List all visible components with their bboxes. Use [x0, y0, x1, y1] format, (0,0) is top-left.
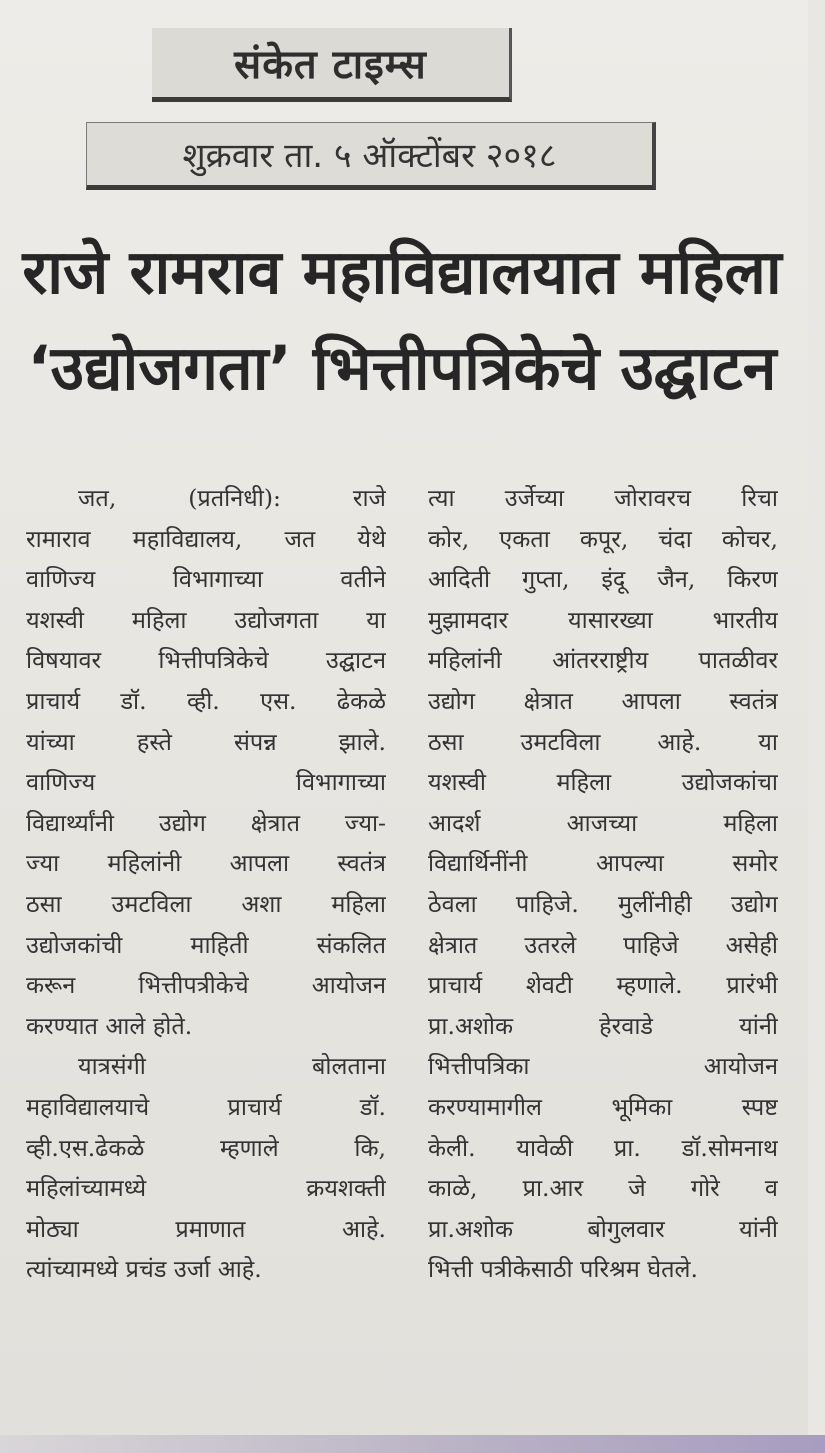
- article-text-line: करण्यामागील भूमिका स्पष्ट: [428, 1092, 778, 1121]
- article-text-line: जत, (प्रतनिधी): राजे: [78, 484, 386, 512]
- article-column-left: [26, 478, 386, 1290]
- article-text-line: प्रा.अशोक बोगुलवार यांनी: [428, 1214, 778, 1243]
- article-text-line: आदर्श आजच्या महिला: [428, 808, 778, 837]
- masthead-title: संकेत टाइम्स: [234, 42, 427, 88]
- article-text-line: ज्या महिलांनी आपला स्वतंत्र: [26, 849, 386, 878]
- publication-date: शुक्रवार ता. ५ ऑक्टोंबर २०१८: [182, 136, 557, 176]
- article-text-line: यशस्वी महिला उद्योजगता या: [26, 605, 386, 634]
- newspaper-masthead: [152, 28, 512, 102]
- article-text-line: केली. यावेळी प्रा. डॉ.सोमनाथ: [428, 1133, 778, 1162]
- article-text-line: उद्योग क्षेत्रात आपला स्वतंत्र: [428, 686, 778, 715]
- article-text-line: प्राचार्य शेवटी म्हणाले. प्रारंभी: [428, 971, 778, 1000]
- article-text-line: भित्तीपत्रिका आयोजन: [428, 1052, 778, 1081]
- article-text-line: महिलांच्यामध्ये क्रयशक्ती: [26, 1174, 386, 1203]
- article-text-line: ठसा उमटविला आहे. या: [428, 727, 778, 756]
- article-text-line: वाणिज्य विभागाच्या वतीने: [26, 565, 386, 594]
- article-text-line: भित्ती पत्रीकेसाठी परिश्रम घेतले.: [428, 1255, 698, 1284]
- headline-line-2: ‘उद्योजगता’ भित्तीपत्रिकेचे उद्घाटन: [27, 333, 777, 404]
- article-text-line: यांच्या हस्ते संपन्न झाले.: [26, 727, 386, 756]
- article-text-line: रामाराव महाविद्यालय, जत येथे: [26, 524, 386, 553]
- article-text-line: मुझामदार यासारख्या भारतीय: [428, 605, 778, 634]
- article-text-line: उद्योजकांची माहिती संकलित: [26, 930, 386, 959]
- article-text-line: ठेवला पाहिजे. मुलींनीही उद्योग: [428, 889, 778, 918]
- article-text-line: कोर, एकता कपूर, चंदा कोचर,: [428, 524, 778, 553]
- article-text-line: मोठ्या प्रमाणात आहे.: [26, 1214, 386, 1243]
- bottom-edge-strip: [0, 1435, 825, 1453]
- dateline-box: [86, 122, 656, 190]
- article-text-line: प्रा.अशोक हेरवाडे यांनी: [428, 1011, 778, 1040]
- article-text-line: वाणिज्य विभागाच्या: [26, 768, 386, 797]
- article-text-line: आदिती गुप्ता, इंदू जैन, किरण: [428, 565, 778, 594]
- article-headline: [22, 228, 782, 414]
- article-text-line: ठसा उमटविला अशा महिला: [26, 889, 386, 918]
- article-text-line: करण्यात आले होते.: [26, 1011, 193, 1040]
- article-text-line: यात्रसंगी बोलताना: [78, 1052, 386, 1081]
- article-text-line: प्राचार्य डॉ. व्ही. एस. ढेकळे: [26, 686, 386, 715]
- article-text-line: विद्यार्थिनींनी आपल्या समोर: [428, 849, 778, 878]
- article-text-line: त्यांच्यामध्ये प्रचंड उर्जा आहे.: [26, 1255, 262, 1284]
- article-column-right: [428, 478, 778, 1290]
- article-text-line: यशस्वी महिला उद्योजकांचा: [428, 768, 778, 797]
- article-text-line: क्षेत्रात उतरले पाहिजे असेही: [428, 930, 778, 959]
- article-text-line: विषयावर भित्तीपत्रिकेचे उद्घाटन: [26, 646, 386, 675]
- article-text-line: त्या उर्जेच्या जोरावरच रिचा: [428, 484, 778, 512]
- article-text-line: विद्यार्थ्यांनी उद्योग क्षेत्रात ज्या-: [26, 808, 386, 837]
- article-text-line: महिलांनी आंतरराष्ट्रीय पातळीवर: [428, 646, 778, 675]
- article-text-line: व्ही.एस.ढेकळे म्हणाले कि,: [26, 1133, 386, 1162]
- article-text-line: महाविद्यालयाचे प्राचार्य डॉ.: [26, 1092, 386, 1121]
- article-text-line: करून भित्तीपत्रीकेचे आयोजन: [26, 971, 386, 1000]
- article-text-line: काळे, प्रा.आर जे गोरे व: [428, 1174, 778, 1203]
- headline-line-1: राजे रामराव महाविद्यालयात महिला: [22, 237, 782, 308]
